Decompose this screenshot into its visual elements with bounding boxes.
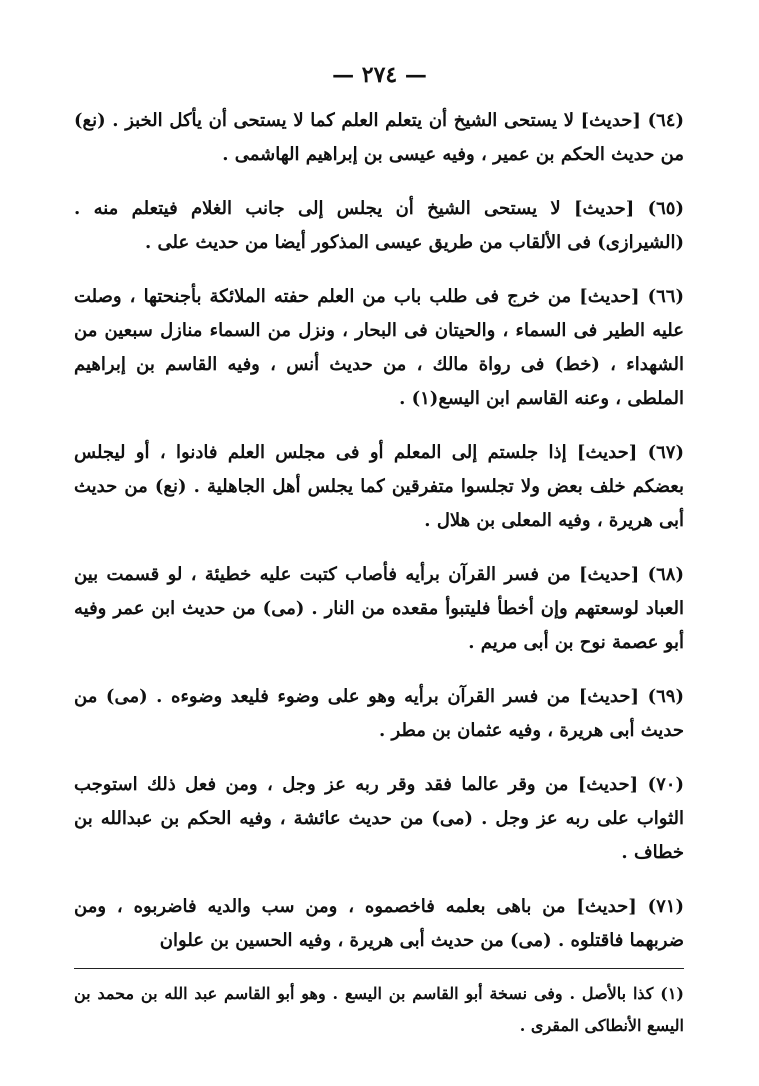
hadith-text: (٦٧) [حديث] إذا جلستم إلى المعلم أو فى مجلس العلم فادنوا ، أو ليجلس بعضكم خلف بعض ولا تجلسوا متفرقين كما يجلس أهل الجاهلية . (نع) من حديث أبى هريرة ، وفيه المعلى بن هلال . <box>74 442 684 531</box>
hadith-text: (٦٤) [حديث] لا يستحى الشيخ أن يتعلم العلم كما لا يستحى أن يأكل الخبز . (نع) من حديث الحكم بن عمير ، وفيه عيسى بن إبراهيم الهاشمى . <box>74 110 684 165</box>
hadith-text: (٧٠) [حديث] من وقر عالما فقد وقر ربه عز وجل ، ومن فعل ذلك استوجب الثواب على ربه عز وجل . (مى) من حديث عائشة ، وفيه الحكم بن عبدالله بن خطاف . <box>74 774 684 863</box>
hadith-entry-67 <box>74 436 684 538</box>
hadith-entry-68 <box>74 558 684 660</box>
footnote-divider <box>74 968 684 969</box>
footnote <box>74 978 684 1042</box>
hadith-entry-66 <box>74 280 684 416</box>
hadith-text: (٦٦) [حديث] من خرج فى طلب باب من العلم حفته الملائكة بأجنحتها ، وصلت عليه الطير فى السماء ، والحيتان فى البحار ، ونزل من السماء منازل سبعين من الشهداء ، (خط) فى رواة مالك ، من حديث أنس ، وفيه القاسم بن إبراهيم الملطى ، وعنه القاسم ابن اليسع(١) . <box>74 286 684 409</box>
hadith-text: (٦٨) [حديث] من فسر القرآن برأيه فأصاب كتبت عليه خطيئة ، لو قسمت بين العباد لوسعتهم وإن أخطأ فليتبوأ مقعده من النار . (مى) من حديث ابن عمر وفيه أبو عصمة نوح بن أبى مريم . <box>74 564 684 653</box>
page-number: — ٢٧٤ — <box>332 62 427 88</box>
hadith-entry-69 <box>74 680 684 748</box>
hadith-entry-65 <box>74 192 684 260</box>
hadith-entry-71 <box>74 890 684 958</box>
hadith-list <box>74 104 684 978</box>
hadith-entry-64 <box>74 104 684 172</box>
hadith-entry-70 <box>74 768 684 870</box>
hadith-text: (٧١) [حديث] من باهى بعلمه فاخصموه ، ومن سب والديه فاضربوه ، ومن ضربهما فاقتلوه . (مى) من حديث أبى هريرة ، وفيه الحسين بن علوان <box>74 896 684 951</box>
footnote-text: (١) كذا بالأصل . وفى نسخة أبو القاسم بن اليسع . وهو أبو القاسم عبد الله بن محمد بن اليسع الأنطاكى المقرى . <box>74 984 684 1035</box>
hadith-text: (٦٩) [حديث] من فسر القرآن برأيه وهو على وضوء فليعد وضوءه . (مى) من حديث أبى هريرة ، وفيه عثمان بن مطر . <box>74 686 684 741</box>
hadith-text: (٦٥) [حديث] لا يستحى الشيخ أن يجلس إلى جانب الغلام فيتعلم منه . (الشيرازى) فى الألقاب من طريق عيسى المذكور أيضا من حديث على . <box>74 198 684 253</box>
